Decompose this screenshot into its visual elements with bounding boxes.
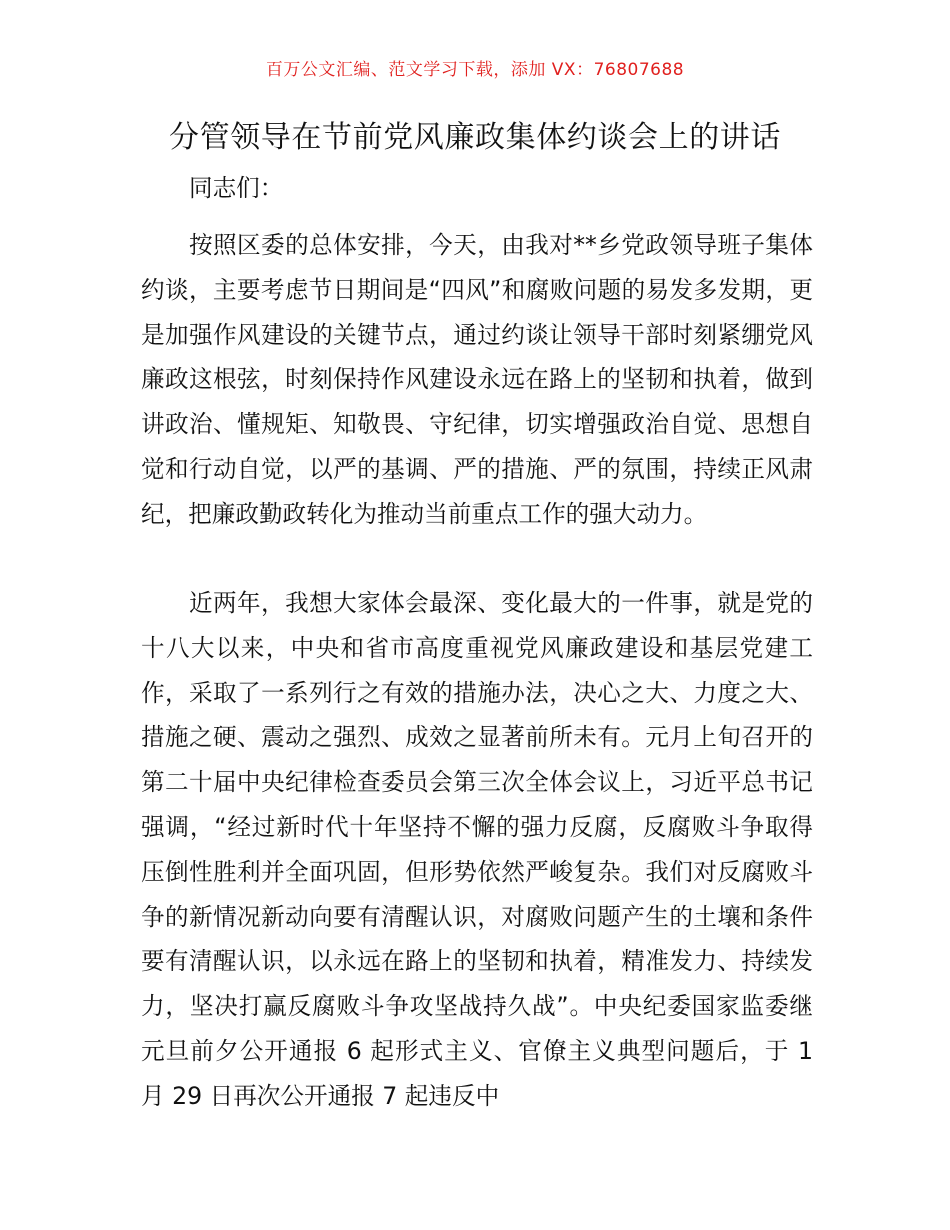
paragraph-2: 近两年，我想大家体会最深、变化最大的一件事，就是党的十八大以来，中央和省市高度重视党风廉政建设和基层党建工作，采取了一系列行之有效的措施办法，决心之大、力度之大、措施之硬、震动之强烈、成效之显著前所未有。元月上旬召开的 第二十届中央纪律检查委员会第三次全体会议上，习近平总书记强调，“经过新时代十年坚持不懈的强力反腐，反腐败斗争取得压倒性胜利并全面巩固，但形势依然严峻复杂。我们对反腐败斗争的新情况新动向要有清醒认识，对腐败问题产生的土壤和条件要有清醒认识，以永远在路上的坚韧和执着，精准发力、持续发力，坚决打赢反腐败斗争攻坚战持久战”。中央纪委国家监委继元旦前夕公开通报 6 起形式主义、官僚主义典型问题后，于 1 月 29 日再次公开通报 7 起违反中 <box>141 589 837 1110</box>
paragraph-1: 按照区委的总体安排，今天，由我对**乡党政领导班子集体约谈，主要考虑节日期间是“四风”和腐败问题的易发多发期，更是加强作风建设的关键节点，通过约谈让领导干部时刻紧绷党风廉政这根弦，时刻保持作风建设永远在路上的坚韧和执着，做到讲政治、懂规矩、知敬畏、守纪律，切实增强政治自觉、思想自觉和行动自觉，以严的基调、严的措施、严的氛围，持续正风肃纪，把廉政勤政转化为推动当前重点工作的强大动力。 <box>141 231 813 528</box>
salutation: 同志们： <box>189 174 284 202</box>
document-title: 分管领导在节前党风廉政集体约谈会上的讲话 <box>169 120 781 155</box>
watermark-text: 百万公文汇编、范文学习下载，添加 VX：76807688 <box>265 60 685 80</box>
